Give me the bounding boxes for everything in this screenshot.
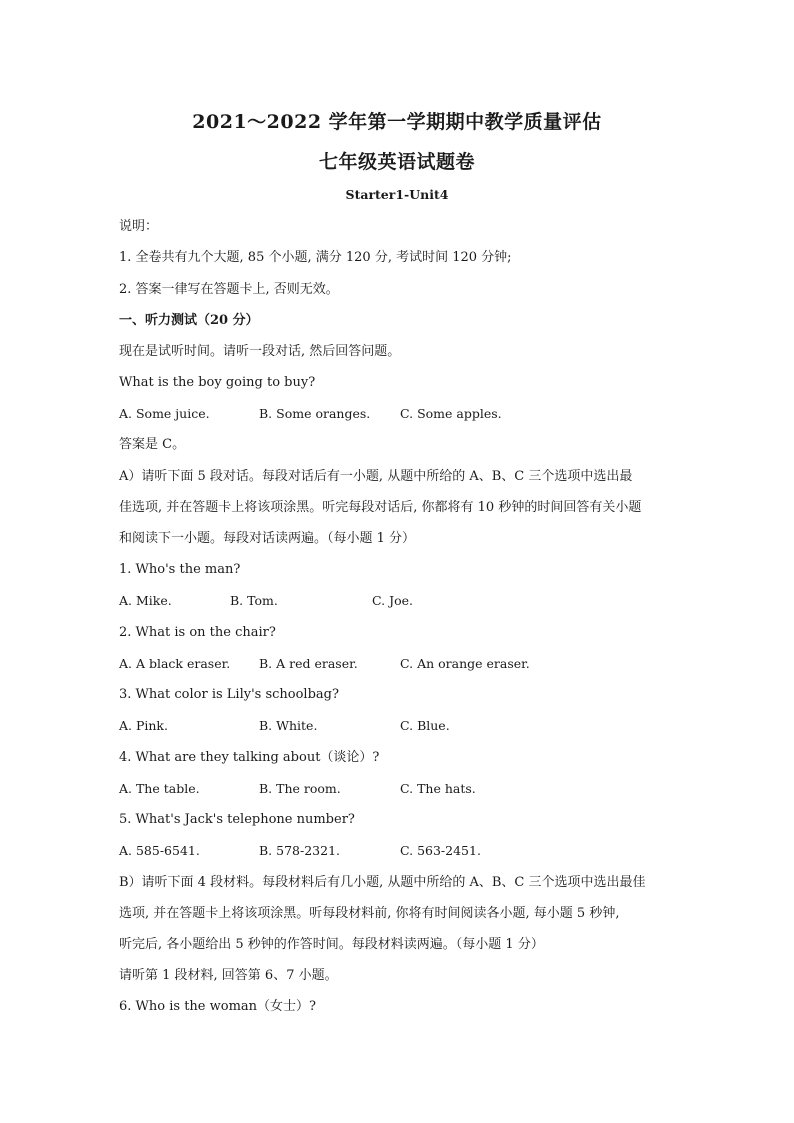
question-2: 2. What is on the chair? [119,625,276,640]
option-c: C. Some apples. [400,406,502,421]
trial-intro: 现在是试听时间。请听一段对话, 然后回答问题。 [119,344,401,359]
exam-subject-title: 七年级英语试题卷 [318,151,475,173]
option-c: C. The hats. [400,781,476,796]
option-a: A. Some juice. [119,406,210,421]
option-b: B. The room. [259,781,341,796]
exam-scope: Starter1-Unit4 [345,187,449,202]
option-b: B. Tom. [230,593,278,608]
part-b-instructions-line-2: 选项, 并在答题卡上将该项涂黑。听每段材料前, 你将有时间阅读各小题, 每小题 5 秒钟, [119,906,620,921]
option-a: A. The table. [119,781,200,796]
question-3: 3. What color is Lily's schoolbag? [119,687,339,702]
question-1: 1. Who's the man? [119,562,241,577]
option-c: C. An orange eraser. [400,656,530,671]
question-4: 4. What are they talking about（谈论）? [119,750,380,765]
option-a: A. Pink. [119,718,168,733]
part-b-instructions-line-1: B）请听下面 4 段材料。每段材料后有几小题, 从题中所给的 A、B、C 三个选项中选出最佳 [119,875,646,890]
section-heading: 一、听力测试（20 分） [119,313,259,328]
instruction-item-1: 1. 全卷共有九个大题, 85 个小题, 满分 120 分, 考试时间 120 分钟; [119,250,512,265]
trial-question: What is the boy going to buy? [119,375,316,390]
question-6: 6. Who is the woman（女士）? [119,999,316,1014]
instructions-heading: 说明： [119,219,159,234]
exam-title: 2021～2022 学年第一学期期中教学质量评估 [192,111,602,133]
option-a: A. A black eraser. [119,656,231,671]
option-b: B. 578-2321. [259,843,340,858]
instruction-item-2: 2. 答案一律写在答题卡上, 否则无效。 [119,282,339,297]
part-b-instructions-line-3: 听完后, 各小题给出 5 秒钟的作答时间。每段材料读两遍。（每小题 1 分） [119,937,544,952]
part-a-instructions-line-2: 佳选项, 并在答题卡上将该项涂黑。听完每段对话后, 你都将有 10 秒钟的时间回答有关小题 [119,500,642,515]
option-b: B. Some oranges. [259,406,371,421]
option-c: C. 563-2451. [400,843,481,858]
part-a-instructions-line-3: 和阅读下一小题。每段对话读两遍。（每小题 1 分） [119,531,416,546]
trial-answer: 答案是 C。 [119,437,186,452]
question-5: 5. What's Jack's telephone number? [119,812,355,827]
option-c: C. Blue. [400,718,450,733]
option-a: A. 585-6541. [119,843,200,858]
option-b: B. White. [259,718,318,733]
part-a-instructions-line-1: A）请听下面 5 段对话。每段对话后有一小题, 从题中所给的 A、B、C 三个选项中选出最 [119,469,633,484]
option-c: C. Joe. [372,593,413,608]
option-a: A. Mike. [119,593,172,608]
option-b: B. A red eraser. [259,656,358,671]
material-1-intro: 请听第 1 段材料, 回答第 6、7 小题。 [119,968,338,983]
